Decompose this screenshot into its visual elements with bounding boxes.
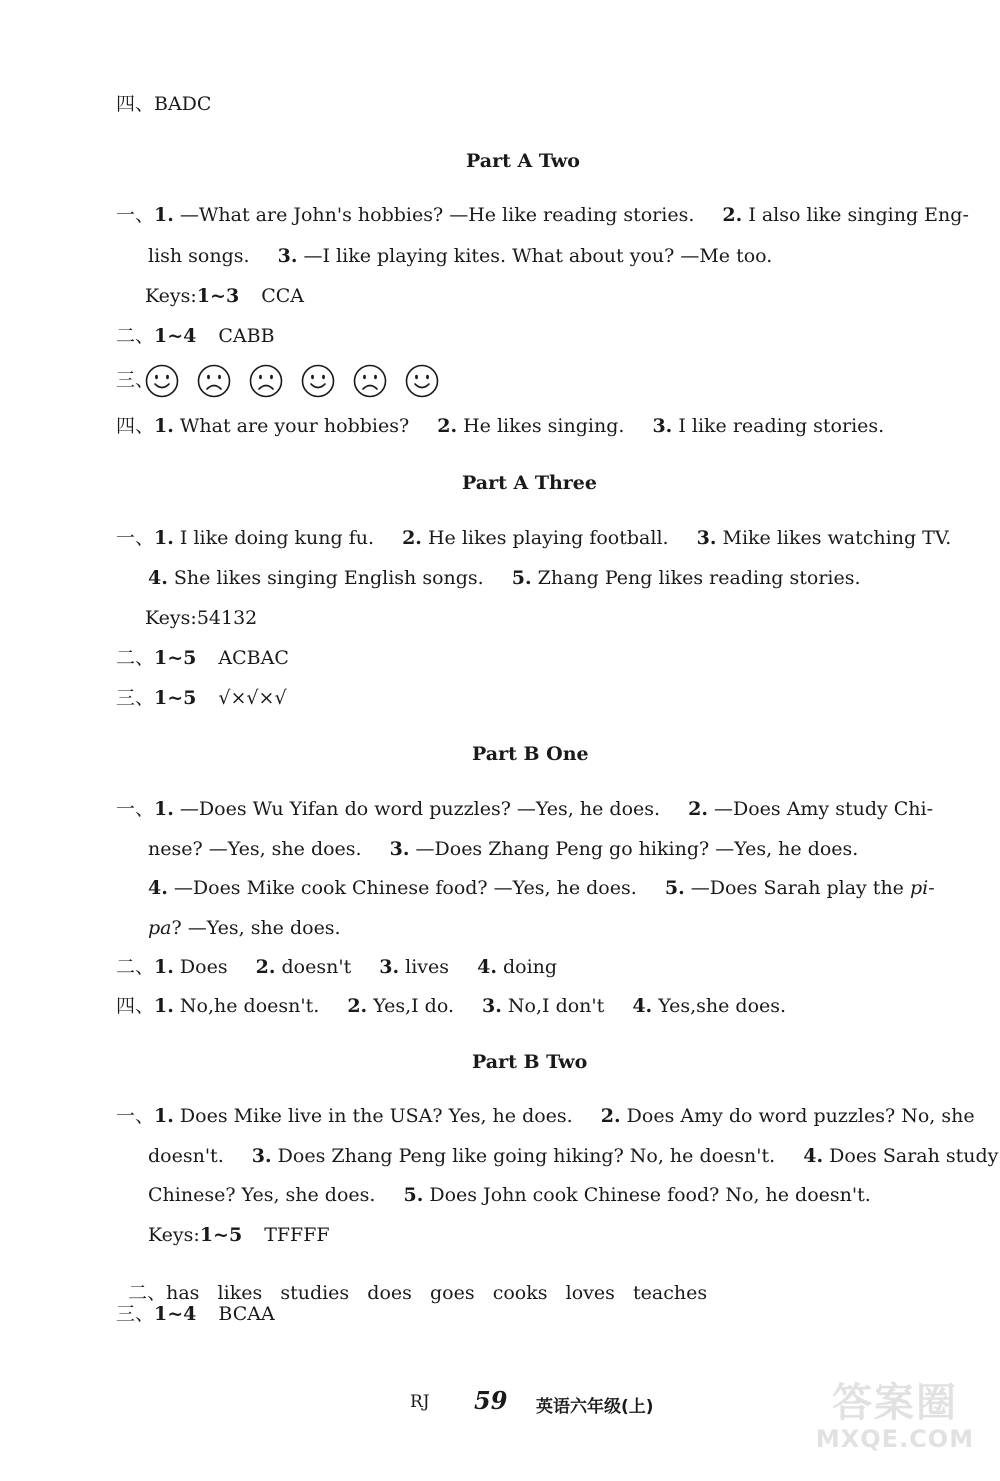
part-b-two-s1-line1: 一、1. Does Mike live in the USA? Yes, he does. 2. Does Amy do word puzzles? No, she xyxy=(116,1105,975,1127)
part-b-one-s2: 二、1. Does 2. doesn't 3. lives 4. doing xyxy=(116,956,558,978)
heading-part-a-two: Part A Two xyxy=(466,150,580,172)
watermark-line2: MXQE.COM xyxy=(815,1425,975,1453)
part-a-two-s1-line1: 一、1. —What are John's hobbies? —He like reading stories. 2. I also like singing Eng- xyxy=(116,204,969,226)
part-b-one-s1-line2: nese? —Yes, she does. 3. —Does Zhang Peng go hiking? —Yes, he does. xyxy=(148,838,859,860)
part-b-one-s1-line4: pa? —Yes, she does. xyxy=(148,917,341,939)
smiley-face-icon xyxy=(301,364,335,398)
smiley-face-icon xyxy=(145,364,179,398)
part-b-two-s1-line2: doesn't. 3. Does Zhang Peng like going hiking? No, he doesn't. 4. Does Sarah study xyxy=(148,1145,999,1167)
part-b-two-keys: Keys:1~5 TFFFF xyxy=(148,1224,330,1246)
part-b-two-s1-line3: Chinese? Yes, she does. 5. Does John cook Chinese food? No, he doesn't. xyxy=(148,1184,871,1206)
smiley-face-icon xyxy=(405,364,439,398)
sad-face-icon xyxy=(197,364,231,398)
sad-face-icon xyxy=(249,364,283,398)
part-a-two-s1-line2: lish songs. 3. —I like playing kites. What about you? —Me too. xyxy=(148,245,773,267)
heading-part-b-one: Part B One xyxy=(472,743,589,765)
part-b-one-s1-line3: 4. —Does Mike cook Chinese food? —Yes, he does. 5. —Does Sarah play the pi- xyxy=(148,877,935,899)
part-a-three-s1-line1: 一、1. I like doing kung fu. 2. He likes playing football. 3. Mike likes watching TV. xyxy=(116,527,952,549)
part-b-two-s2: 二、has likes studies does goes cooks loves teaches xyxy=(128,1282,708,1304)
part-b-one-s1-line1: 一、1. —Does Wu Yifan do word puzzles? —Yes, he does. 2. —Does Amy study Chi- xyxy=(116,798,934,820)
watermark-line1: 答案圈 xyxy=(832,1380,958,1426)
heading-part-b-two: Part B Two xyxy=(472,1051,588,1073)
watermark-logo xyxy=(800,1381,990,1471)
part-a-two-s3-prefix: 三、 xyxy=(116,369,155,391)
part-b-one-s4: 四、1. No,he doesn't. 2. Yes,I do. 3. No,I don't 4. Yes,she does. xyxy=(116,995,787,1017)
part-a-three-s2: 二、1~5 ACBAC xyxy=(116,647,289,669)
part-a-two-keys: Keys:1~3 CCA xyxy=(145,285,304,307)
part-a-three-s3: 三、1~5 √×√×√ xyxy=(116,687,287,709)
page-number: 59 xyxy=(474,1386,508,1415)
part-a-two-s2: 二、1~4 CABB xyxy=(116,325,275,347)
part-a-three-keys: Keys:54132 xyxy=(145,607,258,629)
footer-code: RJ xyxy=(410,1392,430,1412)
faces-row xyxy=(145,364,439,398)
heading-part-a-three: Part A Three xyxy=(462,472,597,494)
part-a-two-s4: 四、1. What are your hobbies? 2. He likes singing. 3. I like reading stories. xyxy=(116,415,885,437)
prev-section-line: 四、BADC xyxy=(116,93,212,115)
sad-face-icon xyxy=(353,364,387,398)
part-a-three-s1-line2: 4. She likes singing English songs. 5. Zhang Peng likes reading stories. xyxy=(148,567,861,589)
part-b-two-s3: 三、1~4 BCAA xyxy=(116,1303,275,1325)
footer-subject: 英语六年级(上) xyxy=(536,1397,654,1417)
